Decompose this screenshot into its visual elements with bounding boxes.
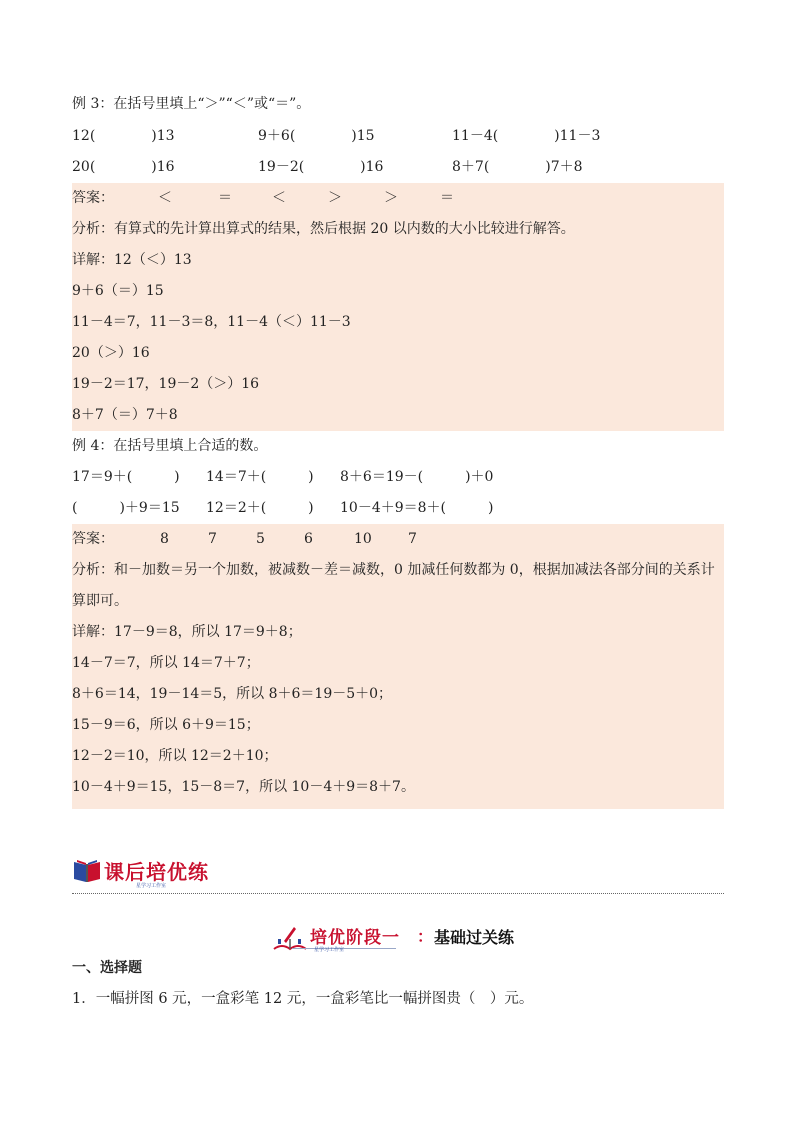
stage-subtitle: 星学习工作室 <box>314 947 345 953</box>
pen-book-icon <box>270 925 308 955</box>
compare-item: 12( )13 <box>72 128 175 144</box>
fill-item: 12＝2＋( ) <box>206 500 314 516</box>
compare-item: 9＋6( )15 <box>258 128 375 144</box>
example4-analysis: 分析：和－加数＝另一个加数，被减数－差＝减数，0 加减任何数都为 0，根据加减法各部分间的关系计算即可。 <box>72 555 724 617</box>
example3-detail: 9＋6（＝）15 <box>72 276 724 307</box>
example3-title: 例 3：在括号里填上“＞”“＜”或“＝”。 <box>72 96 311 112</box>
example3-row2 <box>72 152 724 183</box>
shade-tail <box>72 803 724 809</box>
example3-row1 <box>72 121 724 152</box>
book-icon <box>72 858 102 888</box>
example3-answer <box>72 183 724 214</box>
example4-detail: 12－2＝10，所以 12＝2＋10； <box>72 741 724 772</box>
compare-item: 19－2( )16 <box>258 159 384 175</box>
answer-value: 7 <box>408 531 417 547</box>
stage-heading <box>270 921 570 955</box>
example3-analysis: 分析：有算式的先计算出算式的结果，然后根据 20 以内数的大小比较进行解答。 <box>72 214 724 245</box>
example4-detail: 10－4＋9＝15，15－8＝7，所以 10－4＋9＝8＋7。 <box>72 772 724 803</box>
section-heading: 一、选择题 <box>72 960 142 976</box>
fill-item: 8＋6＝19－( )＋0 <box>340 469 494 485</box>
answer-value: ＝ <box>218 190 232 206</box>
example4-row2 <box>72 493 724 524</box>
fill-item: ( )＋9＝15 <box>72 500 180 516</box>
example4-answer <box>72 524 724 555</box>
example3-detail: 20（＞）16 <box>72 338 724 369</box>
example4-detail: 15－9＝6，所以 6＋9＝15； <box>72 710 724 741</box>
banner-subtitle: 星学习工作室 <box>136 883 167 889</box>
example4-row1 <box>72 462 724 493</box>
stage-title: 培优阶段一 <box>310 928 400 948</box>
answer-value: ＜ <box>158 190 172 206</box>
answer-value: 8 <box>160 531 169 547</box>
answer-value: 10 <box>354 531 372 547</box>
fill-item: 17＝9＋( ) <box>72 469 180 485</box>
example4-detail: 8＋6＝14，19－14＝5，所以 8＋6＝19－5＋0； <box>72 679 724 710</box>
answer-value: ＝ <box>440 190 454 206</box>
answer-value: ＞ <box>328 190 342 206</box>
example4-title: 例 4：在括号里填上合适的数。 <box>72 438 268 454</box>
answer-value: ＞ <box>384 190 398 206</box>
banner-title: 课后培优练 <box>104 860 209 884</box>
example3-detail: 详解：12（＜）13 <box>72 245 724 276</box>
answer-value: 7 <box>208 531 217 547</box>
fill-item: 10－4＋9＝8＋( ) <box>340 500 494 516</box>
answer-value: 6 <box>304 531 313 547</box>
fill-item: 14＝7＋( ) <box>206 469 314 485</box>
question-1: 1．一幅拼图 6 元，一盒彩笔 12 元，一盒彩笔比一幅拼图贵（ ）元。 <box>72 991 534 1007</box>
answer-value: 5 <box>256 531 265 547</box>
example3-detail: 11－4＝7，11－3＝8，11－4（＜）11－3 <box>72 307 724 338</box>
answer-value: ＜ <box>272 190 286 206</box>
example3-detail: 19－2＝17，19－2（＞）16 <box>72 369 724 400</box>
compare-item: 11－4( )11－3 <box>452 128 601 144</box>
answer-label: 答案： <box>72 531 114 547</box>
answer-label: 答案： <box>72 190 114 206</box>
compare-item: 20( )16 <box>72 159 175 175</box>
stage-separator: ： <box>417 927 434 946</box>
compare-item: 8＋7( )7＋8 <box>452 159 583 175</box>
dotted-divider <box>72 893 724 894</box>
example3-detail: 8＋7（＝）7＋8 <box>72 400 724 431</box>
stage-name: 基础过关练 <box>434 928 515 947</box>
example4-detail: 详解：17－9＝8，所以 17＝9＋8； <box>72 617 724 648</box>
example4-detail: 14－7＝7，所以 14＝7＋7； <box>72 648 724 679</box>
